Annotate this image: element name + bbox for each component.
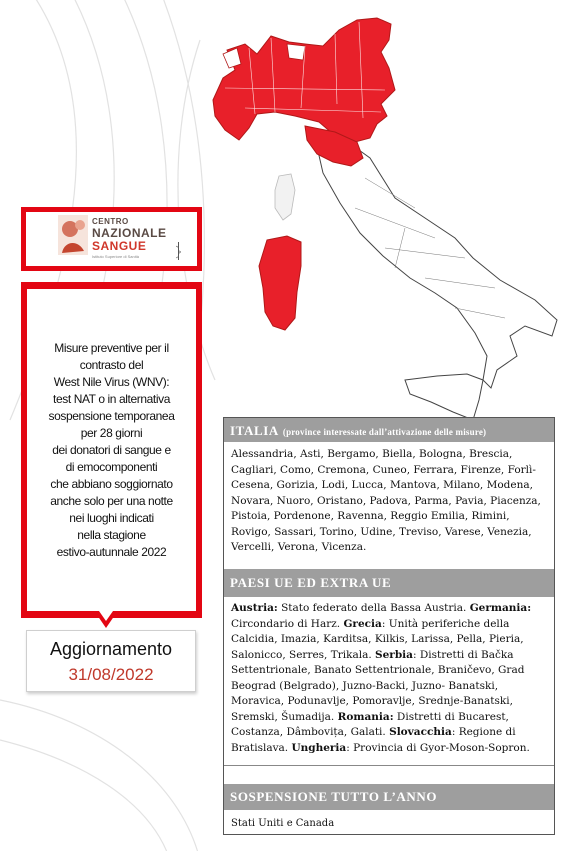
paesi-text: Austria: Stato federato della Bassa Austria. Germania: Circondario di Harz. Grecia: Unità periferiche della Calcidia, Imazia, Karditsa, Kilkis, Larissa, Pella, Pieria, Salonicco, Serres, Trikala. Serbia: Distretti di Bačka Settentrionale, Banato Settentrionale, Braničevo, Grad Beograd (Belgrado), Juzno-Backi, Juzno- Banatski, Moravica, Podunavlje, Pomoravlje, Srednje-Banatski, Sremski, Šumadija. Romania: Distretti di Bucarest, Costanza, Dâmbovița, Galati. Slovacchia: Regione di Bratislava. Ungheria: Provincia di Gyor-Moson-Sopron. (231, 602, 532, 754)
logo-line-4: Istituto Superiore di Sanità (92, 254, 139, 259)
paesi-header (224, 569, 554, 597)
italia-provinces: Alessandria, Asti, Bergamo, Biella, Bologna, Brescia, Cagliari, Como, Cremona, Cuneo, Ferrara, Firenze, Forlì-Cesena, Gorizia, Lodi, Lucca, Mantova, Milano, Modena, Novara, Nuoro, Oristano, Padova, Parma, Pavia, Piacenza, Pistoia, Pordenone, Ravenna, Reggio Emilia, Rimini, Rovigo, Sassari, Torino, Udine, Treviso, Varese, Venezia, Vercelli, Verona, Vicenza. (231, 448, 541, 553)
measures-text: Misure preventive per il contrasto del West Nile Virus (WNV): test NAT o in alternativa sospensione temporanea per 28 giorni dei donatori di sangue e di emocomponenti che abbiano soggiornato anche solo per una notte nei luoghi indicati nella stagione estivo-autunnale 2022 (48, 340, 175, 559)
map-sardinia-affected (259, 236, 301, 330)
measures-box (21, 282, 202, 618)
update-box (26, 630, 196, 692)
logo-box (21, 207, 202, 271)
italia-header (224, 418, 554, 442)
sospensione-title: SOSPENSIONE TUTTO L’ANNO (230, 789, 438, 804)
sospensione-header (224, 784, 554, 810)
italia-subtitle: (province interessate dall’attivazione delle misure) (282, 427, 487, 437)
italy-map (205, 8, 565, 428)
info-panel (223, 417, 555, 835)
italia-title: ITALIA (230, 423, 279, 438)
logo-image-icon (58, 215, 88, 255)
update-date: 31/08/2022 (68, 665, 154, 684)
map-north-affected (213, 18, 395, 142)
sospensione-text: Stati Uniti e Canada (231, 818, 335, 829)
map-sicily (405, 374, 483, 420)
logo-line-1: CENTRO (92, 217, 129, 226)
update-label: Aggiornamento (49, 639, 173, 659)
caduceus-icon (176, 242, 181, 260)
paesi-title: PAESI UE ED EXTRA UE (230, 575, 392, 590)
cns-logo (26, 212, 197, 266)
logo-line-3: SANGUE (92, 239, 147, 253)
map-peninsula (315, 138, 557, 388)
logo-line-2: NAZIONALE (92, 226, 167, 240)
